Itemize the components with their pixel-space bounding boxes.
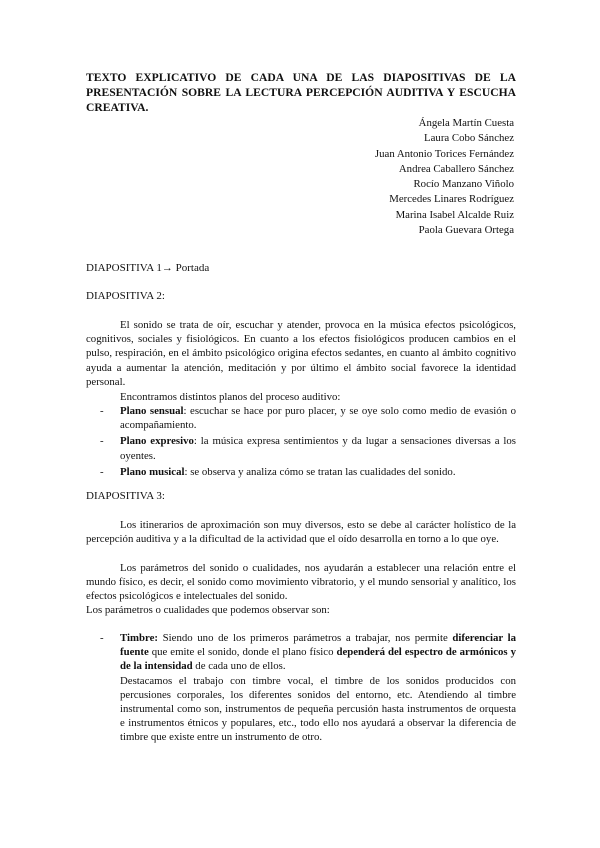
list-item: [86, 465, 516, 479]
list-item-text: : la música expresa sentimientos y da lugar a sensaciones diversas a los oyentes.: [120, 435, 516, 462]
slide3-heading: DIAPOSITIVA 3:: [86, 490, 165, 502]
list-item-timbre: [86, 631, 516, 745]
timbre-bold-source: diferenciar la fuente: [120, 632, 517, 659]
slide2-heading: DIAPOSITIVA 2:: [86, 290, 165, 302]
list-item-text: : escuchar se hace por puro placer, y se oye solo como medio de evasión o acompañamiento.: [120, 405, 516, 432]
bullet-dash: -: [100, 435, 104, 448]
slide3-paragraph-2: Los parámetros del sonido o cualidades, nos ayudarán a establecer una relación entre el mundo físico, es decir, el sonido como movimiento vibratorio, y el mundo sensorial y analítico, los efectos psicológicos e intelectuales del sonido.: [86, 562, 516, 603]
timbre-text: Siendo uno de los primeros parámetros a trabajar, nos permite: [158, 632, 453, 644]
timbre-text: de cada uno de ellos.: [192, 660, 286, 673]
bullet-dash: -: [100, 405, 104, 417]
slide2-paragraph-2: Encontramos distintos planos del proceso auditivo:: [120, 391, 341, 403]
author: Rocío Manzano Viñolo: [413, 178, 514, 191]
bullet-dash: -: [100, 632, 104, 644]
slide3-paragraph-1: Los itinerarios de aproximación son muy diversos, esto se debe al carácter holístico de la percepción auditiva y a la dificultad de la actividad que el oído desarrolla en torno a lo que oye.: [86, 519, 516, 546]
timbre-term: Timbre:: [120, 632, 158, 644]
author: Juan Antonio Torices Fernández: [374, 147, 514, 160]
parameters-list: [86, 631, 516, 747]
list-item: [86, 404, 516, 432]
author: Marina Isabel Alcalde Ruiz: [395, 208, 514, 221]
bullet-dash: -: [100, 465, 104, 478]
auditory-planes-list: [86, 404, 516, 481]
list-item-term: Plano expresivo: [120, 435, 194, 448]
list-item-term: Plano musical: [120, 465, 185, 478]
author: Andrea Caballero Sánchez: [398, 162, 514, 175]
list-item-text: : se observa y analiza cómo se tratan las cualidades del sonido.: [184, 465, 456, 478]
slide3-paragraph-3: Los parámetros o cualidades que podemos observar son:: [86, 604, 330, 616]
author: Laura Cobo Sánchez: [424, 132, 514, 145]
list-item: [86, 434, 516, 462]
list-item-term: Plano sensual: [120, 405, 184, 417]
timbre-text: que emite el sonido, donde el plano físico: [148, 646, 337, 659]
document-title: TEXTO EXPLICATIVO DE CADA UNA DE LAS DIAPOSITIVAS DE LA PRESENTACIÓN SOBRE LA LECTURA PERCEPCIÓN AUDITIVA Y ESCUCHA CREATIVA.: [86, 71, 516, 114]
timbre-paragraph: Destacamos el trabajo con timbre vocal, el timbre de los sonidos producidos con percusiones corporales, los diferentes sonidos del entorno, etc. Atendiendo al timbre instrumental como son, instrumentos de pequeña percusión hasta instrumentos de orquesta e instrumentos étnicos y populares, etc., todo ello nos ayudará a observar la diferencia de timbre que existe entre un instrumento de otro.: [120, 674, 516, 744]
author: Ángela Martín Cuesta: [418, 117, 514, 129]
slide1-heading: DIAPOSITIVA 1→ Portada: [86, 262, 210, 274]
slide2-paragraph-1: El sonido se trata de oír, escuchar y atender, provoca en la música efectos psicológicos, cognitivos, sociales y fisiológicos. En cuanto a los efectos fisiológicos producen cambios en el pulso, respiración, en el ámbito psicológico origina efectos sedantes, en cuanto al ámbito cognitivo ayuda a aumentar la atención, meditación y por último el ámbito social favorece la identidad personal.: [86, 319, 516, 388]
author: Paola Guevara Ortega: [418, 224, 514, 237]
timbre-bold-spectrum: dependerá del espectro de armónicos y de la intensidad: [120, 646, 516, 673]
author: Mercedes Linares Rodríguez: [389, 193, 514, 206]
author-list: [214, 116, 514, 238]
